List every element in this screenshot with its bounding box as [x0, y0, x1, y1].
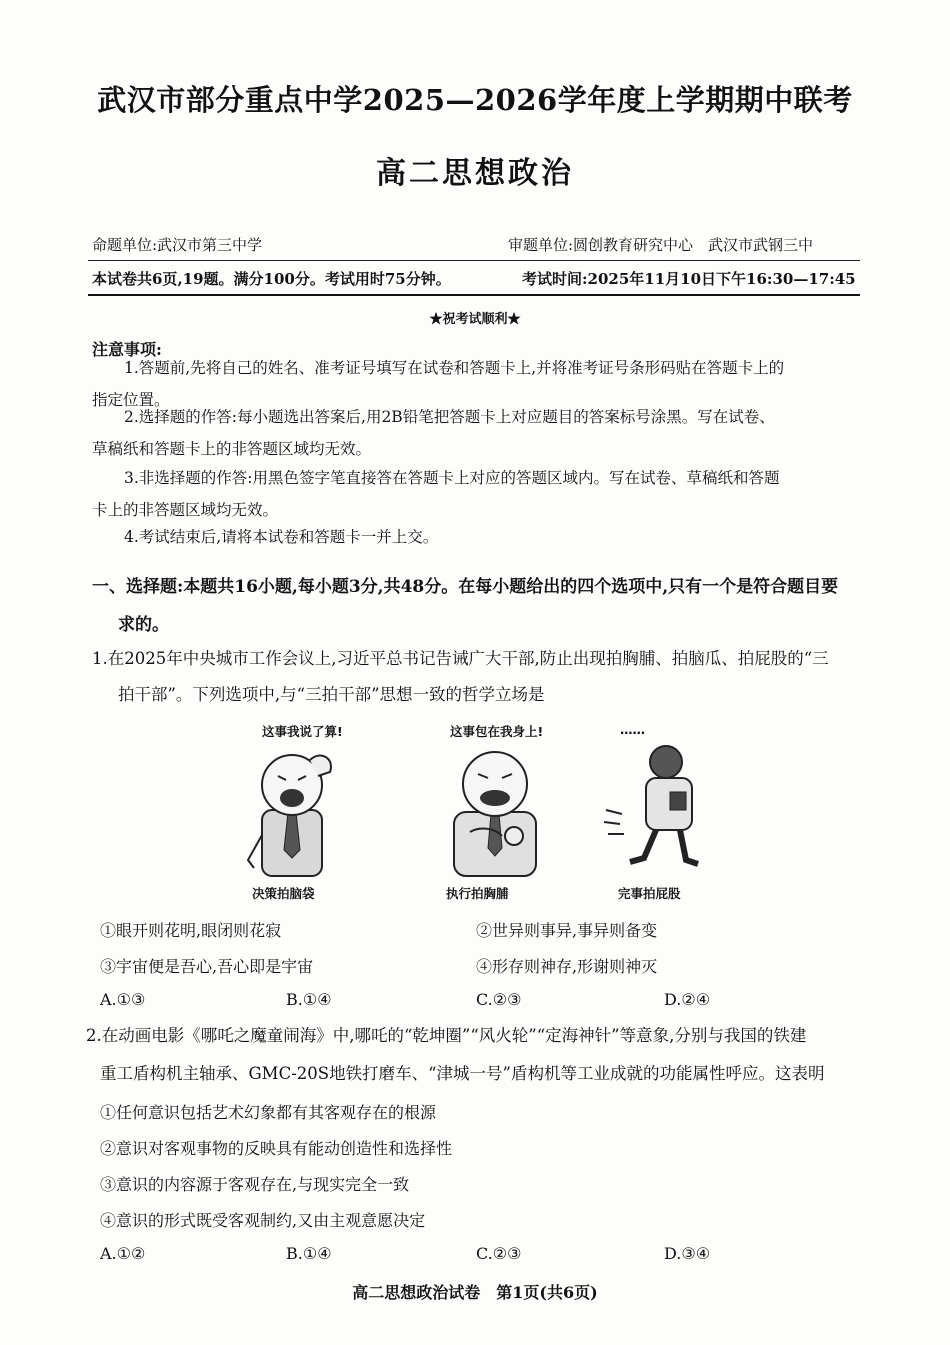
q1-choice-b[interactable]: B.①④	[286, 990, 332, 1009]
q2-statement: ③意识的内容源于客观存在,与现实完全一致	[100, 1175, 410, 1194]
q2-statement: ④意识的形式既受客观制约,又由主观意愿决定	[100, 1211, 426, 1230]
q1-stem: 1.在2025年中央城市工作会议上,习近平总书记告诫广大干部,防止出现拍胸脯、拍脑瓜、拍屁股的“三	[92, 649, 829, 668]
q2-choice-d[interactable]: D.③④	[664, 1244, 711, 1263]
note-line: 1.答题前,先将自己的姓名、准考证号填写在试卷和答题卡上,并将准考证号条形码贴在答题卡上的	[124, 359, 785, 377]
divider-top	[88, 260, 860, 261]
caption-3: 完事拍屁股	[618, 886, 681, 901]
q2-stem: 2.在动画电影《哪吒之魔童闹海》中,哪吒的“乾坤圈”“风火轮”“定海神针”等意象,分别与我国的铁建	[86, 1026, 807, 1045]
bubble-1: 这事我说了算!	[262, 724, 343, 739]
good-luck-banner: ★祝考试顺利★	[429, 312, 521, 327]
author-unit: 命题单位:武汉市第三中学	[92, 236, 263, 254]
note-line: 草稿纸和答题卡上的非答题区域均无效。	[92, 440, 372, 458]
q1-statement: ④形存则神存,形谢则神灭	[476, 957, 658, 976]
section-heading-cont: 求的。	[118, 615, 169, 635]
q2-statement: ①任何意识包括艺术幻象都有其客观存在的根源	[100, 1103, 437, 1122]
divider-bottom	[88, 294, 860, 296]
paper-info: 本试卷共6页,19题。满分100分。考试用时75分钟。	[92, 270, 451, 288]
subject-title: 高二思想政治	[376, 156, 574, 191]
q2-stem-cont: 重工盾构机主轴承、GMC-20S地铁打磨车、“津城一号”盾构机等工业成就的功能属性呼应。这表明	[100, 1064, 825, 1083]
note-line: 2.选择题的作答:每小题选出答案后,用2B铅笔把答题卡上对应题目的答案标号涂黑。写在试卷、	[124, 408, 775, 426]
exam-time: 考试时间:2025年11月10日下午16:30—17:45	[522, 270, 856, 288]
q2-choice-a[interactable]: A.①②	[100, 1244, 146, 1263]
caption-1: 决策拍脑袋	[252, 886, 315, 901]
q1-choice-d[interactable]: D.②④	[664, 990, 711, 1009]
q1-choice-c[interactable]: C.②③	[476, 990, 522, 1009]
q1-stem-cont: 拍干部”。下列选项中,与“三拍干部”思想一致的哲学立场是	[118, 685, 545, 704]
q1-statement: ③宇宙便是吾心,吾心即是宇宙	[100, 957, 314, 976]
cartoon-head-slapping	[240, 740, 350, 885]
q1-statement: ②世异则事异,事异则备变	[476, 921, 658, 940]
cartoon-chest-thumping	[440, 740, 550, 885]
bubble-2: 这事包在我身上!	[450, 724, 544, 739]
q2-choice-c[interactable]: C.②③	[476, 1244, 522, 1263]
q2-statement: ②意识对客观事物的反映具有能动创造性和选择性	[100, 1139, 453, 1158]
q2-choice-b[interactable]: B.①④	[286, 1244, 332, 1263]
q1-statement: ①眼开则花明,眼闭则花寂	[100, 921, 282, 940]
note-line: 指定位置。	[92, 391, 170, 409]
cartoon-running-away	[600, 740, 710, 885]
note-line: 3.非选择题的作答:用黑色签字笔直接答在答题卡上对应的答题区域内。写在试卷、草稿纸和答题	[124, 469, 780, 487]
note-line: 4.考试结束后,请将本试卷和答题卡一并上交。	[124, 528, 439, 546]
review-unit: 审题单位:圆创教育研究中心 武汉市武钢三中	[508, 236, 814, 254]
note-line: 卡上的非答题区域均无效。	[92, 501, 279, 519]
caption-2: 执行拍胸脯	[446, 886, 509, 901]
section-heading: 一、选择题:本题共16小题,每小题3分,共48分。在每小题给出的四个选项中,只有一个是符合题目要	[92, 577, 839, 597]
notes-heading: 注意事项:	[92, 340, 162, 359]
exam-title: 武汉市部分重点中学2025—2026学年度上学期期中联考	[97, 83, 853, 117]
bubble-3: ……	[620, 722, 645, 737]
page-footer: 高二思想政治试卷 第1页(共6页)	[352, 1283, 598, 1302]
q1-choice-a[interactable]: A.①③	[100, 990, 146, 1009]
